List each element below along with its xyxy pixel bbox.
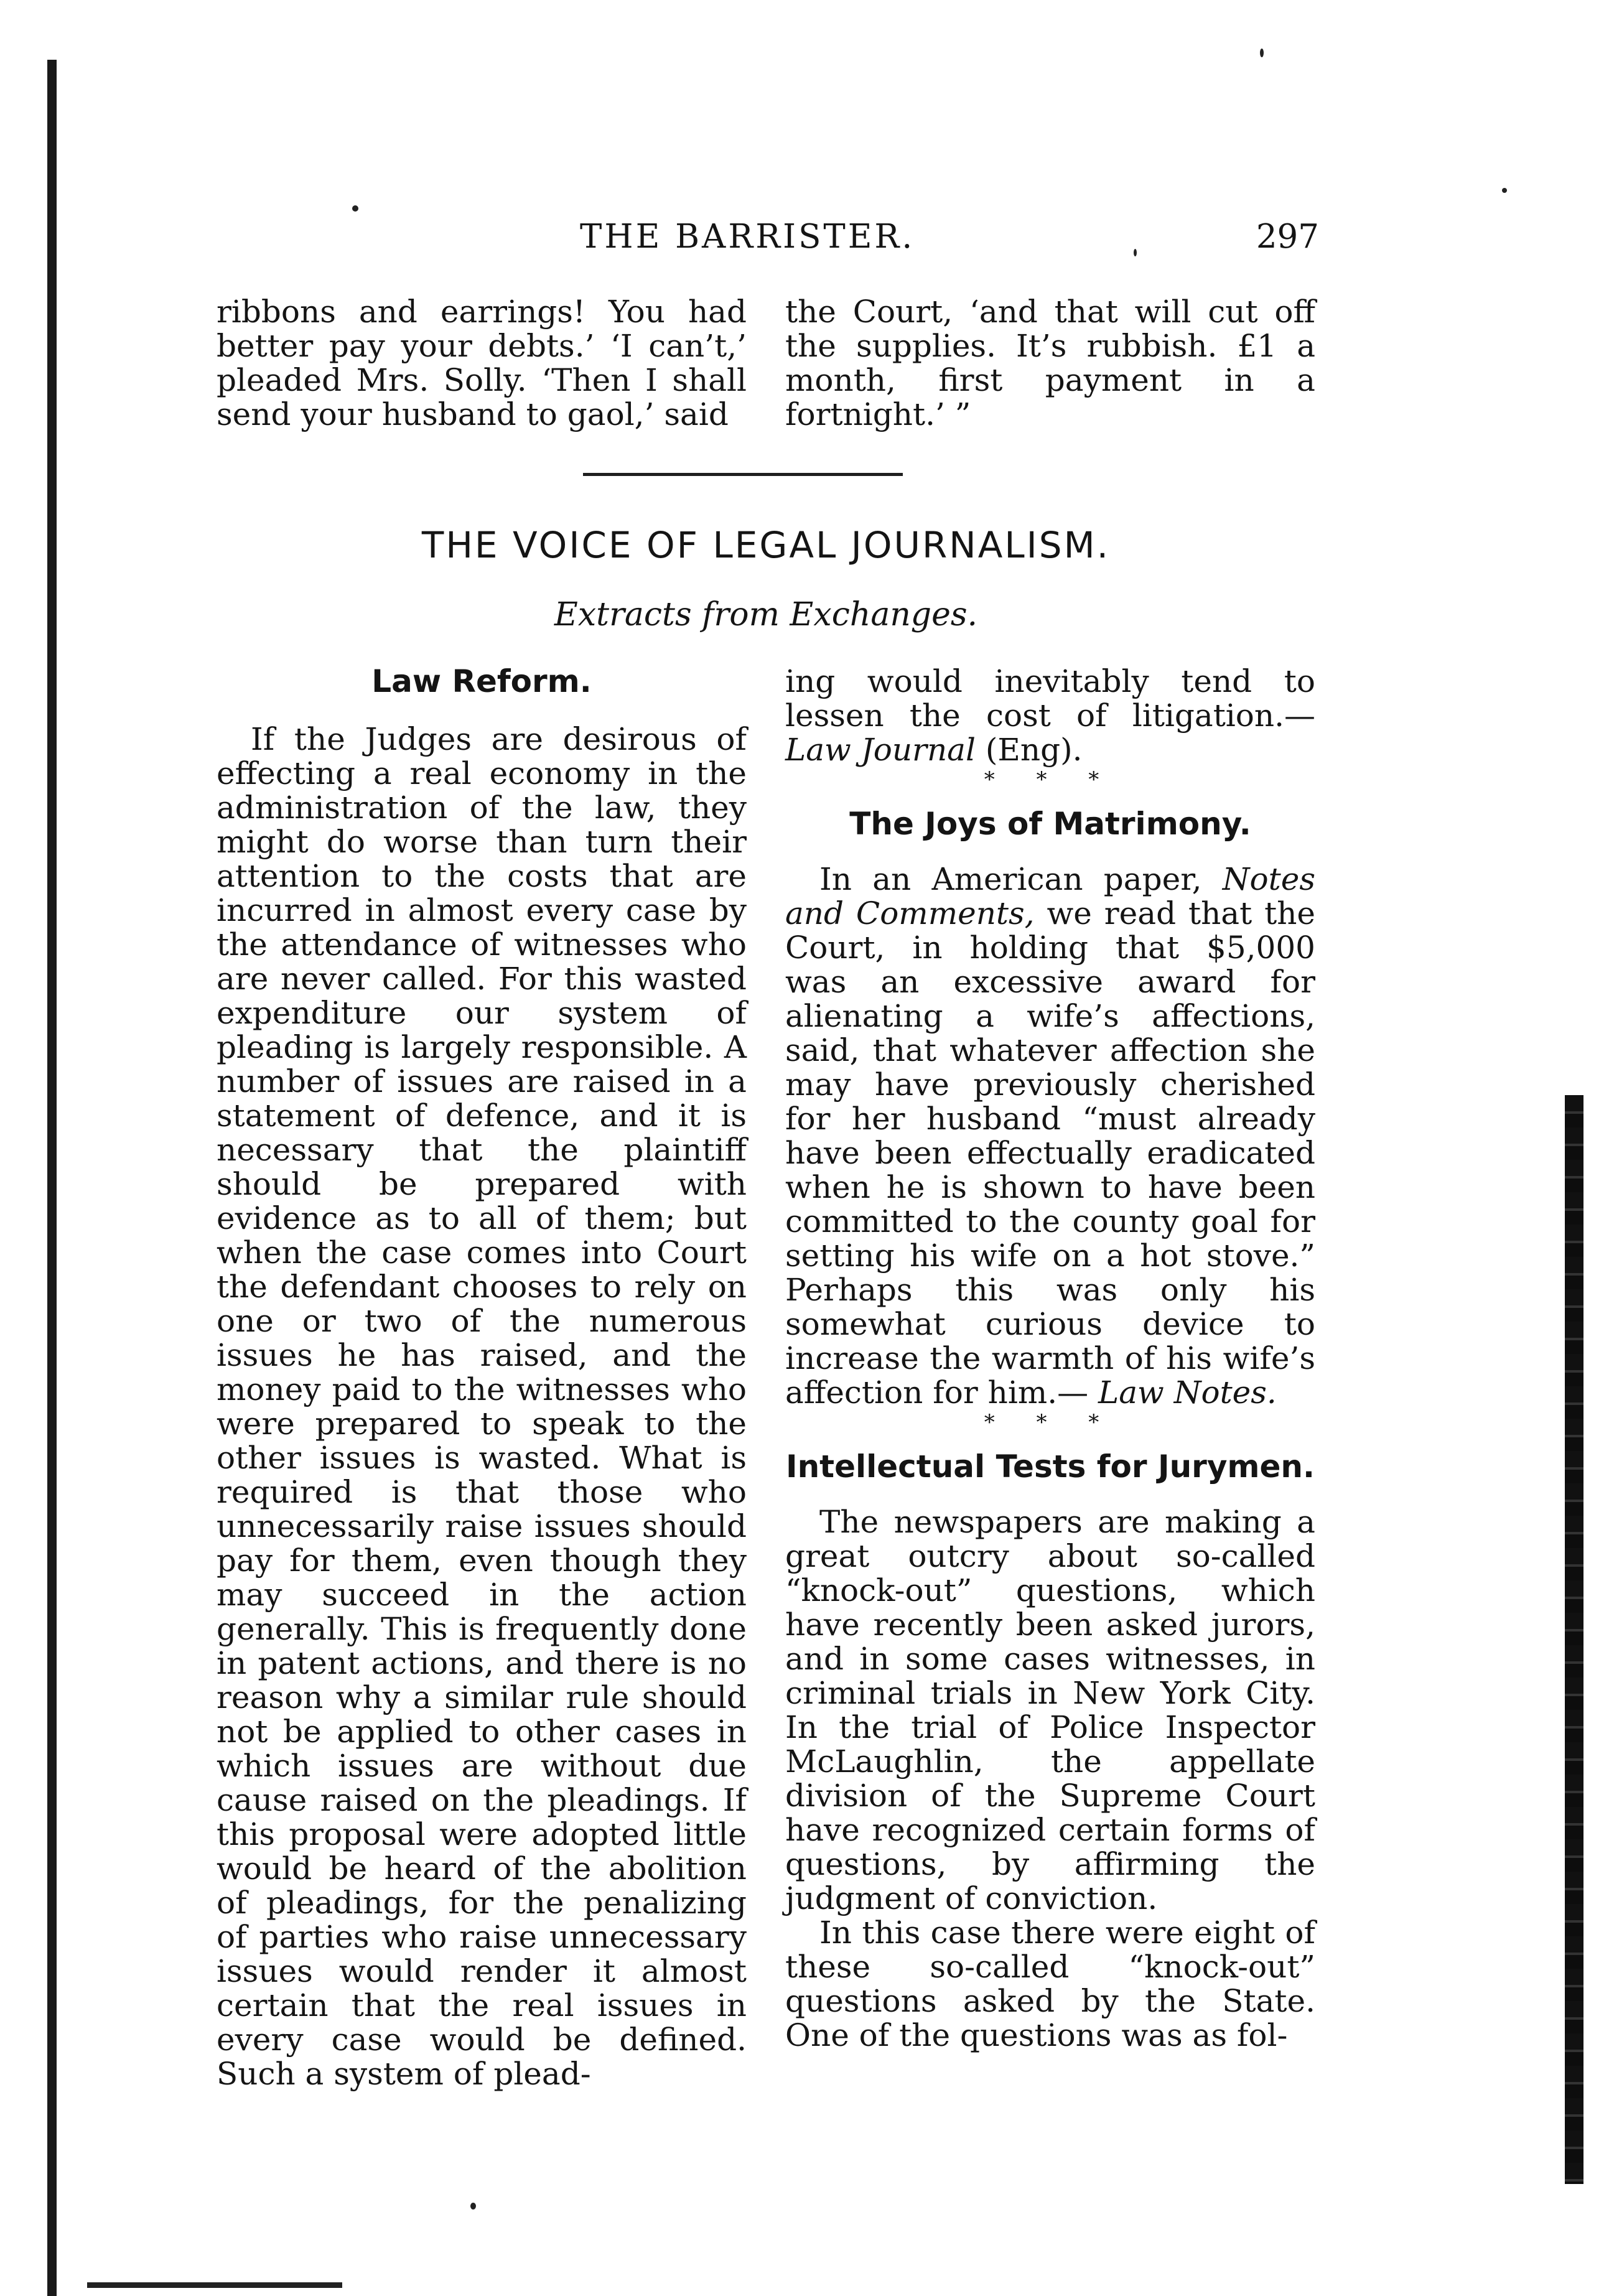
left-column [217, 665, 747, 2091]
continued-paragraph-right: the Court, ‘and that will cut off the supplies. It’s rubbish. £1 a month, first payment in a fortnight.’ ” [785, 294, 1315, 432]
section-heading-law-reform: Law Reform. [371, 663, 592, 699]
scan-speck [470, 2203, 476, 2210]
matrimony-text-start: In an American paper, [819, 861, 1223, 897]
separator-stars: * * * [984, 1410, 1117, 1435]
separator-stars: * * * [984, 767, 1117, 792]
law-reform-paragraph: If the Judges are desirous of effecting a real economy in the administration of the law, they might do worse than turn their attention to the costs that are incurred in almost every case by the attendance of witnesses who are never called. For this wasted expenditure our system of pleading is largely responsible. A number of issues are raised in a statement of defence, and it is necessary that the plaintiff should be prepared with evidence as to all of them; but when the case comes into Court the defendant chooses to rely on one or two of the numerous issues he has raised, and the money paid to the witnesses who were prepared to speak to the other issues is wasted. What is required is that those who unnecessarily raise issues should pay for them, even though they may succeed in the action generally. This is frequently done in patent actions, and there is no reason why a similar rule should not be applied to other cases in which issues are without due cause raised on the pleadings. If this proposal were adopted little would be heard of the abolition of pleadings, for the penalizing of parties who raise unnecessary issues would render it almost certain that the real issues in every case would be defined. Such a system of plead- [217, 721, 747, 2092]
article-title: THE VOICE OF LEGAL JOURNALISM. [421, 524, 1111, 566]
section-divider-rule [583, 473, 903, 476]
law-reform-continuation [785, 665, 1315, 767]
scan-edge-right [1565, 1095, 1583, 2184]
right-column [785, 665, 1315, 2053]
law-reform-source-suffix: (Eng). [975, 732, 1083, 768]
section-heading-matrimony: The Joys of Matrimony. [849, 806, 1251, 842]
scan-bottom-mark [87, 2282, 342, 2288]
article-subtitle: Extracts from Exchanges. [554, 596, 978, 633]
law-reform-source: Law Journal [785, 732, 976, 768]
continued-text-right [785, 295, 1315, 432]
scan-edge-left [47, 60, 57, 2296]
continued-text-left [217, 295, 747, 432]
matrimony-source: Law Notes. [1098, 1374, 1277, 1411]
matrimony-paragraph [785, 862, 1315, 1410]
running-title: THE BARRISTER. [580, 218, 915, 256]
continued-paragraph-left: ribbons and earrings! You had better pay your debts.’ ‘I can’t,’ pleaded Mrs. Solly. ‘Then I shall send your husband to gaol,’ said [217, 294, 747, 432]
scan-speck [1260, 49, 1264, 57]
jurymen-paragraph-2: In this case there were eight of these so-called “knock-out” questions asked by the State. One of the questions was as fol- [785, 1915, 1315, 2053]
scan-speck [1502, 188, 1507, 193]
matrimony-text-rest: we read that the Court, in holding that $5,000 was an excessive award for alienating a wife’s affections, said, that whatever affection she may have previously cherished for her husband “must already have been effectually eradicated when he is shown to have been committed to the county goal for setting his wife on a hot stove.” Perhaps this was only his somewhat curious device to increase the warmth of his wife’s affection for him.— [785, 895, 1315, 1411]
running-header [218, 210, 1319, 273]
jurymen-paragraph-1: The newspapers are making a great outcry about so-called “knock-out” questions, which have recently been asked jurors, and in some cases witnesses, in criminal trials in New York City. In the trial of Police Inspector McLaughlin, the appellate division of the Supreme Court have recognized certain forms of questions, by affirming the judgment of conviction. [785, 1504, 1315, 1916]
law-reform-continuation-text: ing would inevitably tend to lessen the cost of litigation.— [785, 663, 1315, 734]
section-heading-jurymen: Intellectual Tests for Jurymen. [785, 1449, 1315, 1485]
page-number: 297 [1256, 218, 1319, 256]
matrimony-paper-name: Notes and Comments, [785, 861, 1315, 931]
